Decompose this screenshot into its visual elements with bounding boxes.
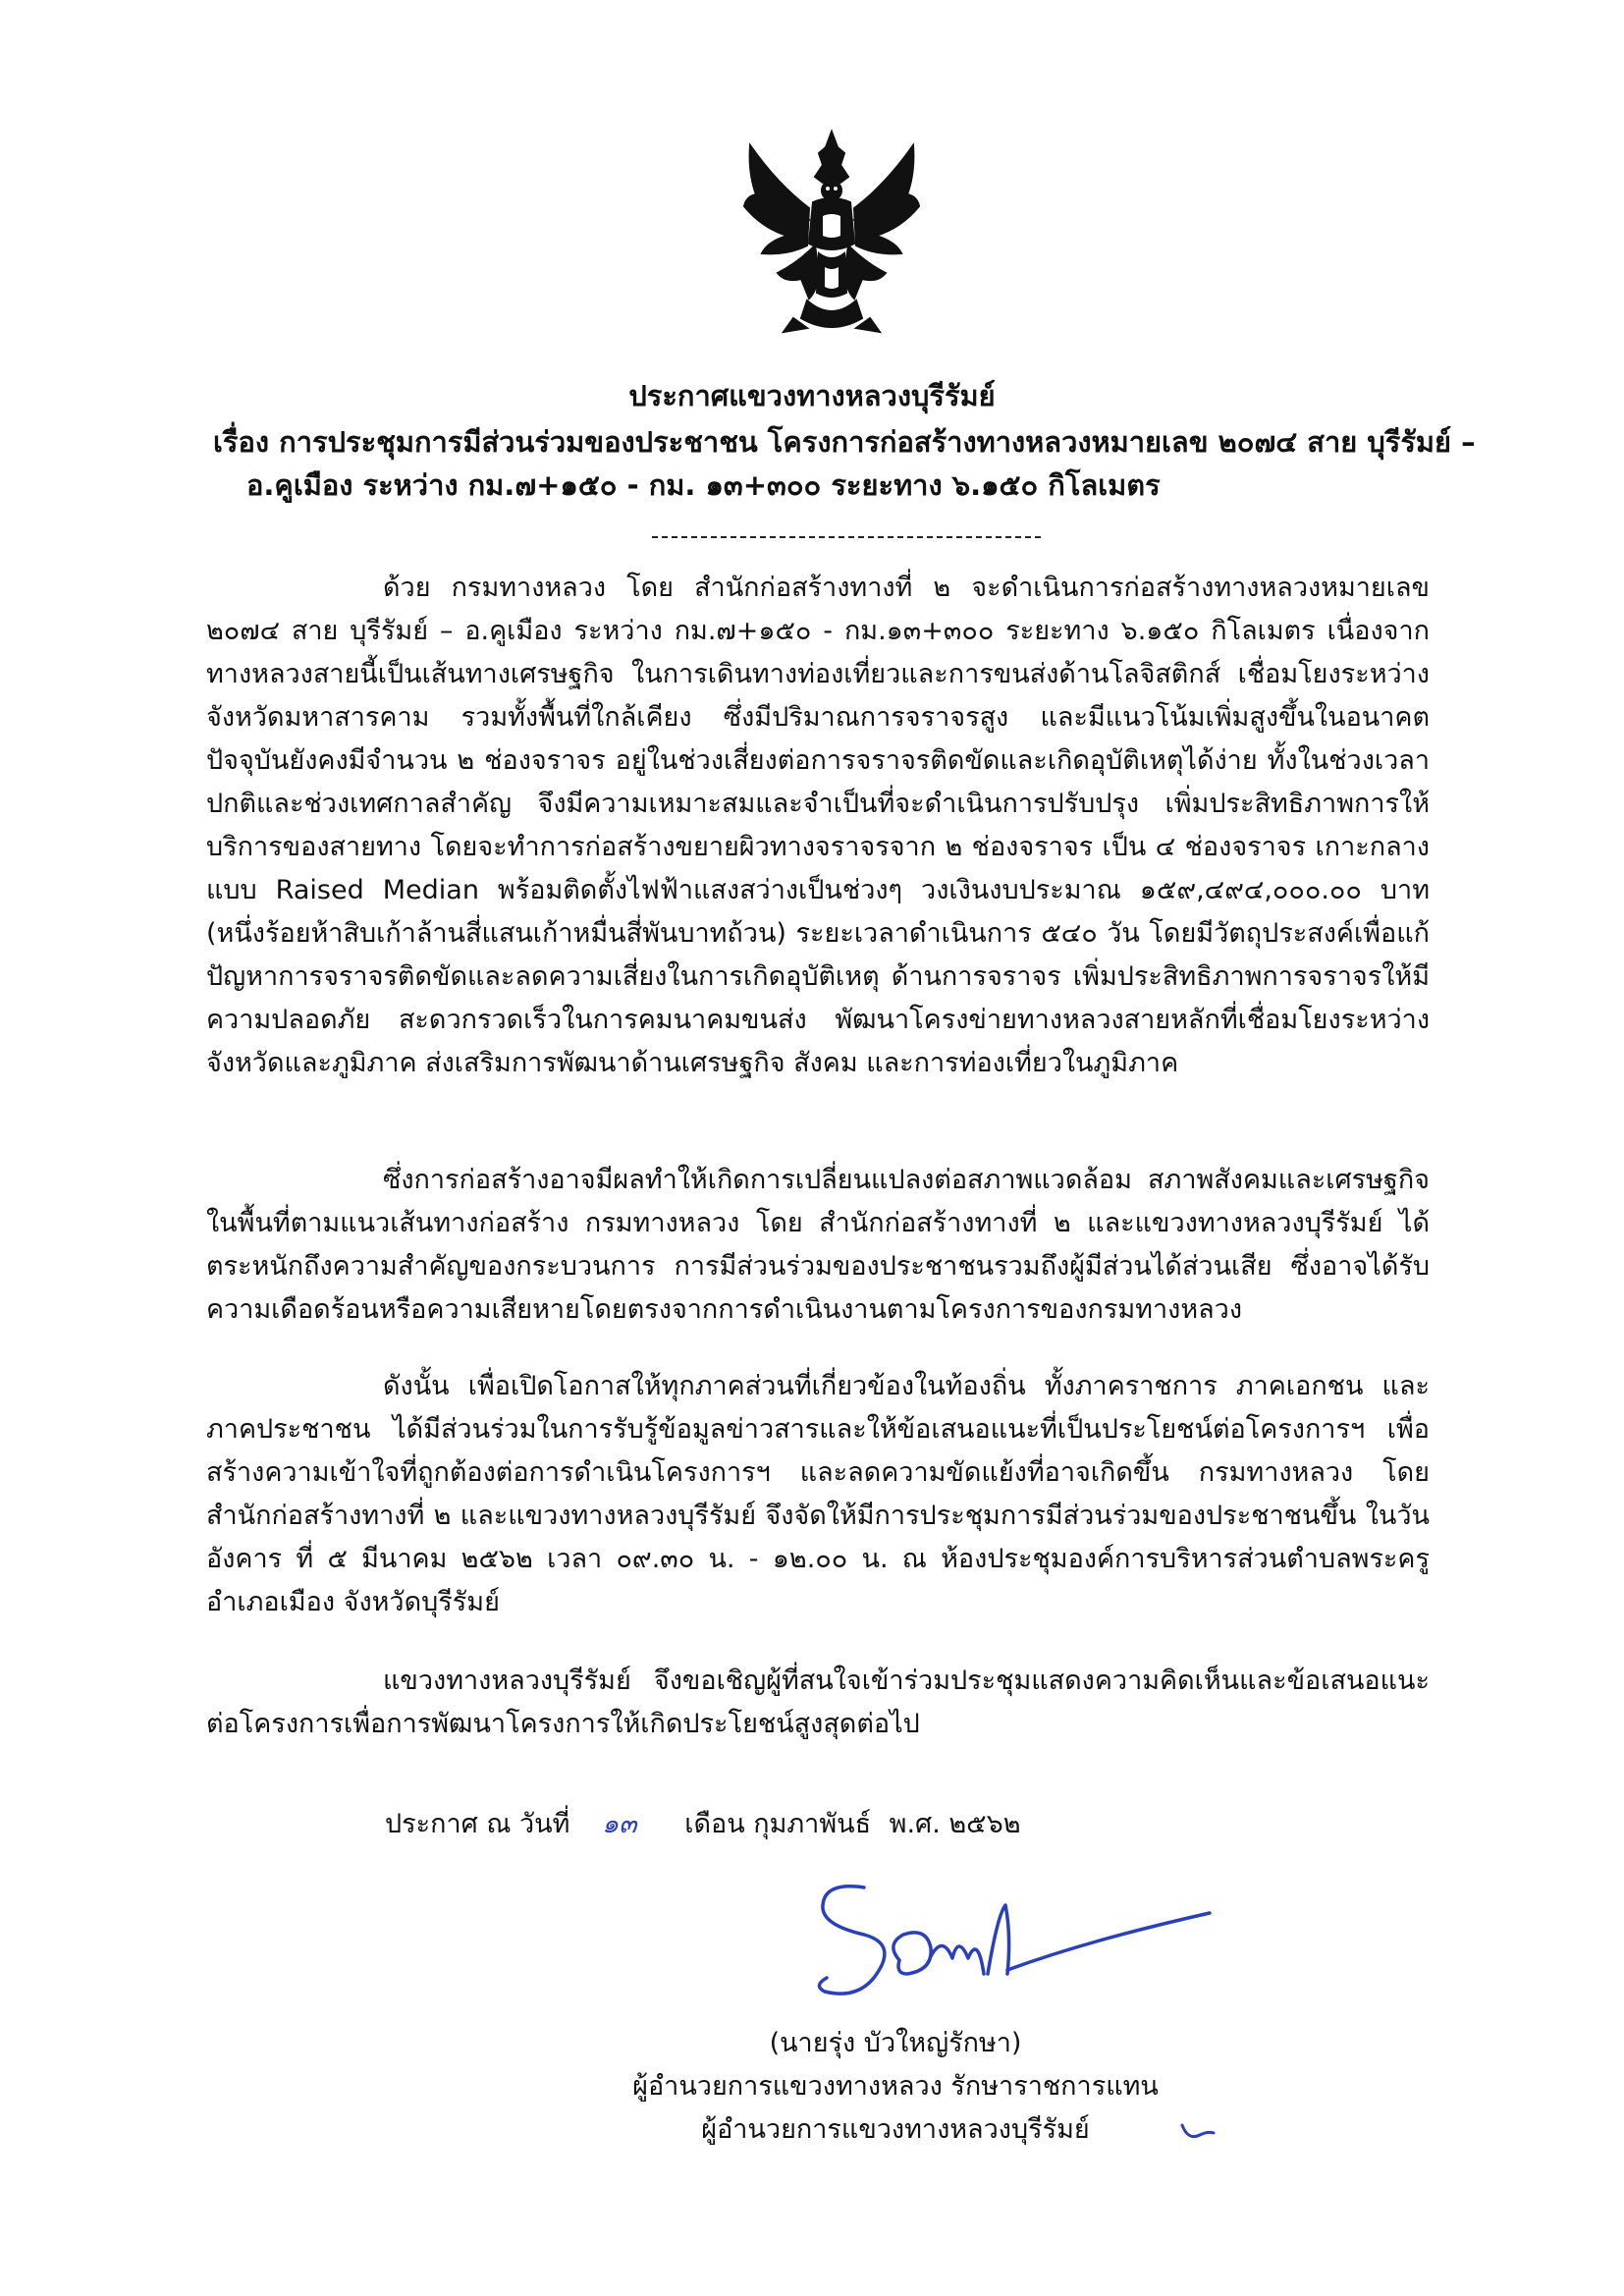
dateline-month: เดือน กุมภาพันธ์ — [684, 1809, 872, 1839]
subject-block — [213, 420, 1476, 507]
initial-mark — [1178, 2119, 1218, 2143]
body-paragraph-3 — [206, 1365, 1430, 1624]
header-divider — [652, 536, 1041, 538]
dateline-day: ๑๓ — [602, 1809, 637, 1839]
garuda-emblem-icon — [738, 126, 925, 342]
signatory-position-line-1: ผู้อำนวยการแขวงทางหลวง รักษาราชการแทน — [632, 2071, 1159, 2102]
handwritten-signature — [805, 1876, 1227, 2023]
subject-line-1: เรื่อง การประชุมการมีส่วนร่วมของประชาชน โครงการก่อสร้างทางหลวงหมายเลข ๒๐๗๔ สาย บุรีรัมย์ – — [213, 425, 1476, 459]
signatory-name: (นายรุ่ง บัวใหญ่รักษา) — [769, 2028, 1022, 2058]
dateline-year: พ.ศ. ๒๕๖๒ — [889, 1809, 1021, 1839]
signatory-position-line-2: ผู้อำนวยการแขวงทางหลวงบุรีรัมย์ — [701, 2114, 1090, 2145]
paragraph-3-text: ดังนั้น เพื่อเปิดโอกาสให้ทุกภาคส่วนที่เกี่ยวข้องในท้องถิ่น ทั้งภาคราชการ ภาคเอกชน และภาคประชาชน ได้มีส่วนร่วมในการรับรู้ข้อมูลข่าวสารและให้ข้อเสนอแนะที่เป็นประโยชน์ต่อโครงการฯ เพื่อสร้างความเข้าใจที่ถูกต้องต่อการดำเนินโครงการฯ และลดความขัดแย้งที่อาจเกิดขึ้น กรมทางหลวง โดยสำนักก่อสร้างทางที่ ๒ และแขวงทางหลวงบุรีรัมย์ จึงจัดให้มีการประชุมการมีส่วนร่วมของประชาชนขึ้น ในวันอังคาร ที่ ๕ มีนาคม ๒๕๖๒ เวลา ๐๙.๓๐ น. - ๑๒.๐๐ น. ณ ห้องประชุมองค์การบริหารส่วนตำบลพระครู อำเภอเมือง จังหวัดบุรีรัมย์ — [206, 1371, 1430, 1617]
body-paragraph-4 — [206, 1660, 1430, 1746]
announcement-dateline — [385, 1805, 1021, 1844]
dateline-prefix: ประกาศ ณ วันที่ — [385, 1809, 570, 1839]
body-paragraph-1 — [206, 567, 1430, 1085]
subject-line-2: อ.คูเมือง ระหว่าง กม.๗+๑๕๐ - กม. ๑๓+๓๐๐ ระยะทาง ๖.๑๕๐ กิโลเมตร — [246, 468, 1161, 502]
paragraph-2-text: ซึ่งการก่อสร้างอาจมีผลทำให้เกิดการเปลี่ยนแปลงต่อสภาพแวดล้อม สภาพสังคมและเศรษฐกิจในพื้นที่ตามแนวเส้นทางก่อสร้าง กรมทางหลวง โดย สำนักก่อสร้างทางที่ ๒ และแขวงทางหลวงบุรีรัมย์ ได้ตระหนักถึงความสำคัญของกระบวนการ การมีส่วนร่วมของประชาชนรวมถึงผู้มีส่วนได้ส่วนเสีย ซึ่งอาจได้รับความเดือดร้อนหรือความเสียหายโดยตรงจากการดำเนินงานตามโครงการของกรมทางหลวง — [206, 1165, 1430, 1325]
paragraph-1-text: ด้วย กรมทางหลวง โดย สำนักก่อสร้างทางที่ ๒ จะดำเนินการก่อสร้างทางหลวงหมายเลข ๒๐๗๔ สาย บุรีรัมย์ – อ.คูเมือง ระหว่าง กม.๗+๑๕๐ - กม.๑๓+๓๐๐ ระยะทาง ๖.๑๕๐ กิโลเมตร เนื่องจากทางหลวงสายนี้เป็นเส้นทางเศรษฐกิจ ในการเดินทางท่องเที่ยวและการขนส่งด้านโลจิสติกส์ เชื่อมโยงระหว่างจังหวัดมหาสารคาม รวมทั้งพื้นที่ใกล้เคียง ซึ่งมีปริมาณการจราจรสูง และมีแนวโน้มเพิ่มสูงขึ้นในอนาคต ปัจจุบันยังคงมีจำนวน ๒ ช่องจราจร อยู่ในช่วงเสี่ยงต่อการจราจรติดขัดและเกิดอุบัติเหตุได้ง่าย ทั้งในช่วงเวลาปกติและช่วงเทศกาลสำคัญ จึงมีความเหมาะสมและจำเป็นที่จะดำเนินการปรับปรุง เพิ่มประสิทธิภาพการให้บริการของสายทาง โดยจะทำการก่อสร้างขยายผิวทางจราจรจาก ๒ ช่องจราจร เป็น ๔ ช่องจราจร เกาะกลางแบบ Raised Median พร้อมติดตั้งไฟฟ้าแสงสว่างเป็นช่วงๆ วงเงินงบประมาณ ๑๕๙,๔๙๔,๐๐๐.๐๐ บาท (หนึ่งร้อยห้าสิบเก้าล้านสี่แสนเก้าหมื่นสี่พันบาทถ้วน) ระยะเวลาดำเนินการ ๕๔๐ วัน โดยมีวัตถุประสงค์เพื่อแก้ปัญหาการจราจรติดขัดและลดความเสี่ยงในการเกิดอุบัติเหตุ ด้านการจราจร เพิ่มประสิทธิภาพการจราจรให้มีความปลอดภัย สะดวกรวดเร็วในการคมนาคมขนส่ง พัฒนาโครงข่ายทางหลวงสายหลักที่เชื่อมโยงระหว่างจังหวัดและภูมิภาค ส่งเสริมการพัฒนาด้านเศรษฐกิจ สังคม และการท่องเที่ยวในภูมิภาค — [206, 573, 1430, 1078]
body-paragraph-2 — [206, 1159, 1430, 1332]
paragraph-4-text: แขวงทางหลวงบุรีรัมย์ จึงขอเชิญผู้ที่สนใจเข้าร่วมประชุมแสดงความคิดเห็นและข้อเสนอแนะต่อโครงการเพื่อการพัฒนาโครงการให้เกิดประโยชน์สูงสุดต่อไป — [206, 1666, 1430, 1739]
announcement-title: ประกาศแขวงทางหลวงบุรีรัมย์ — [628, 379, 996, 412]
